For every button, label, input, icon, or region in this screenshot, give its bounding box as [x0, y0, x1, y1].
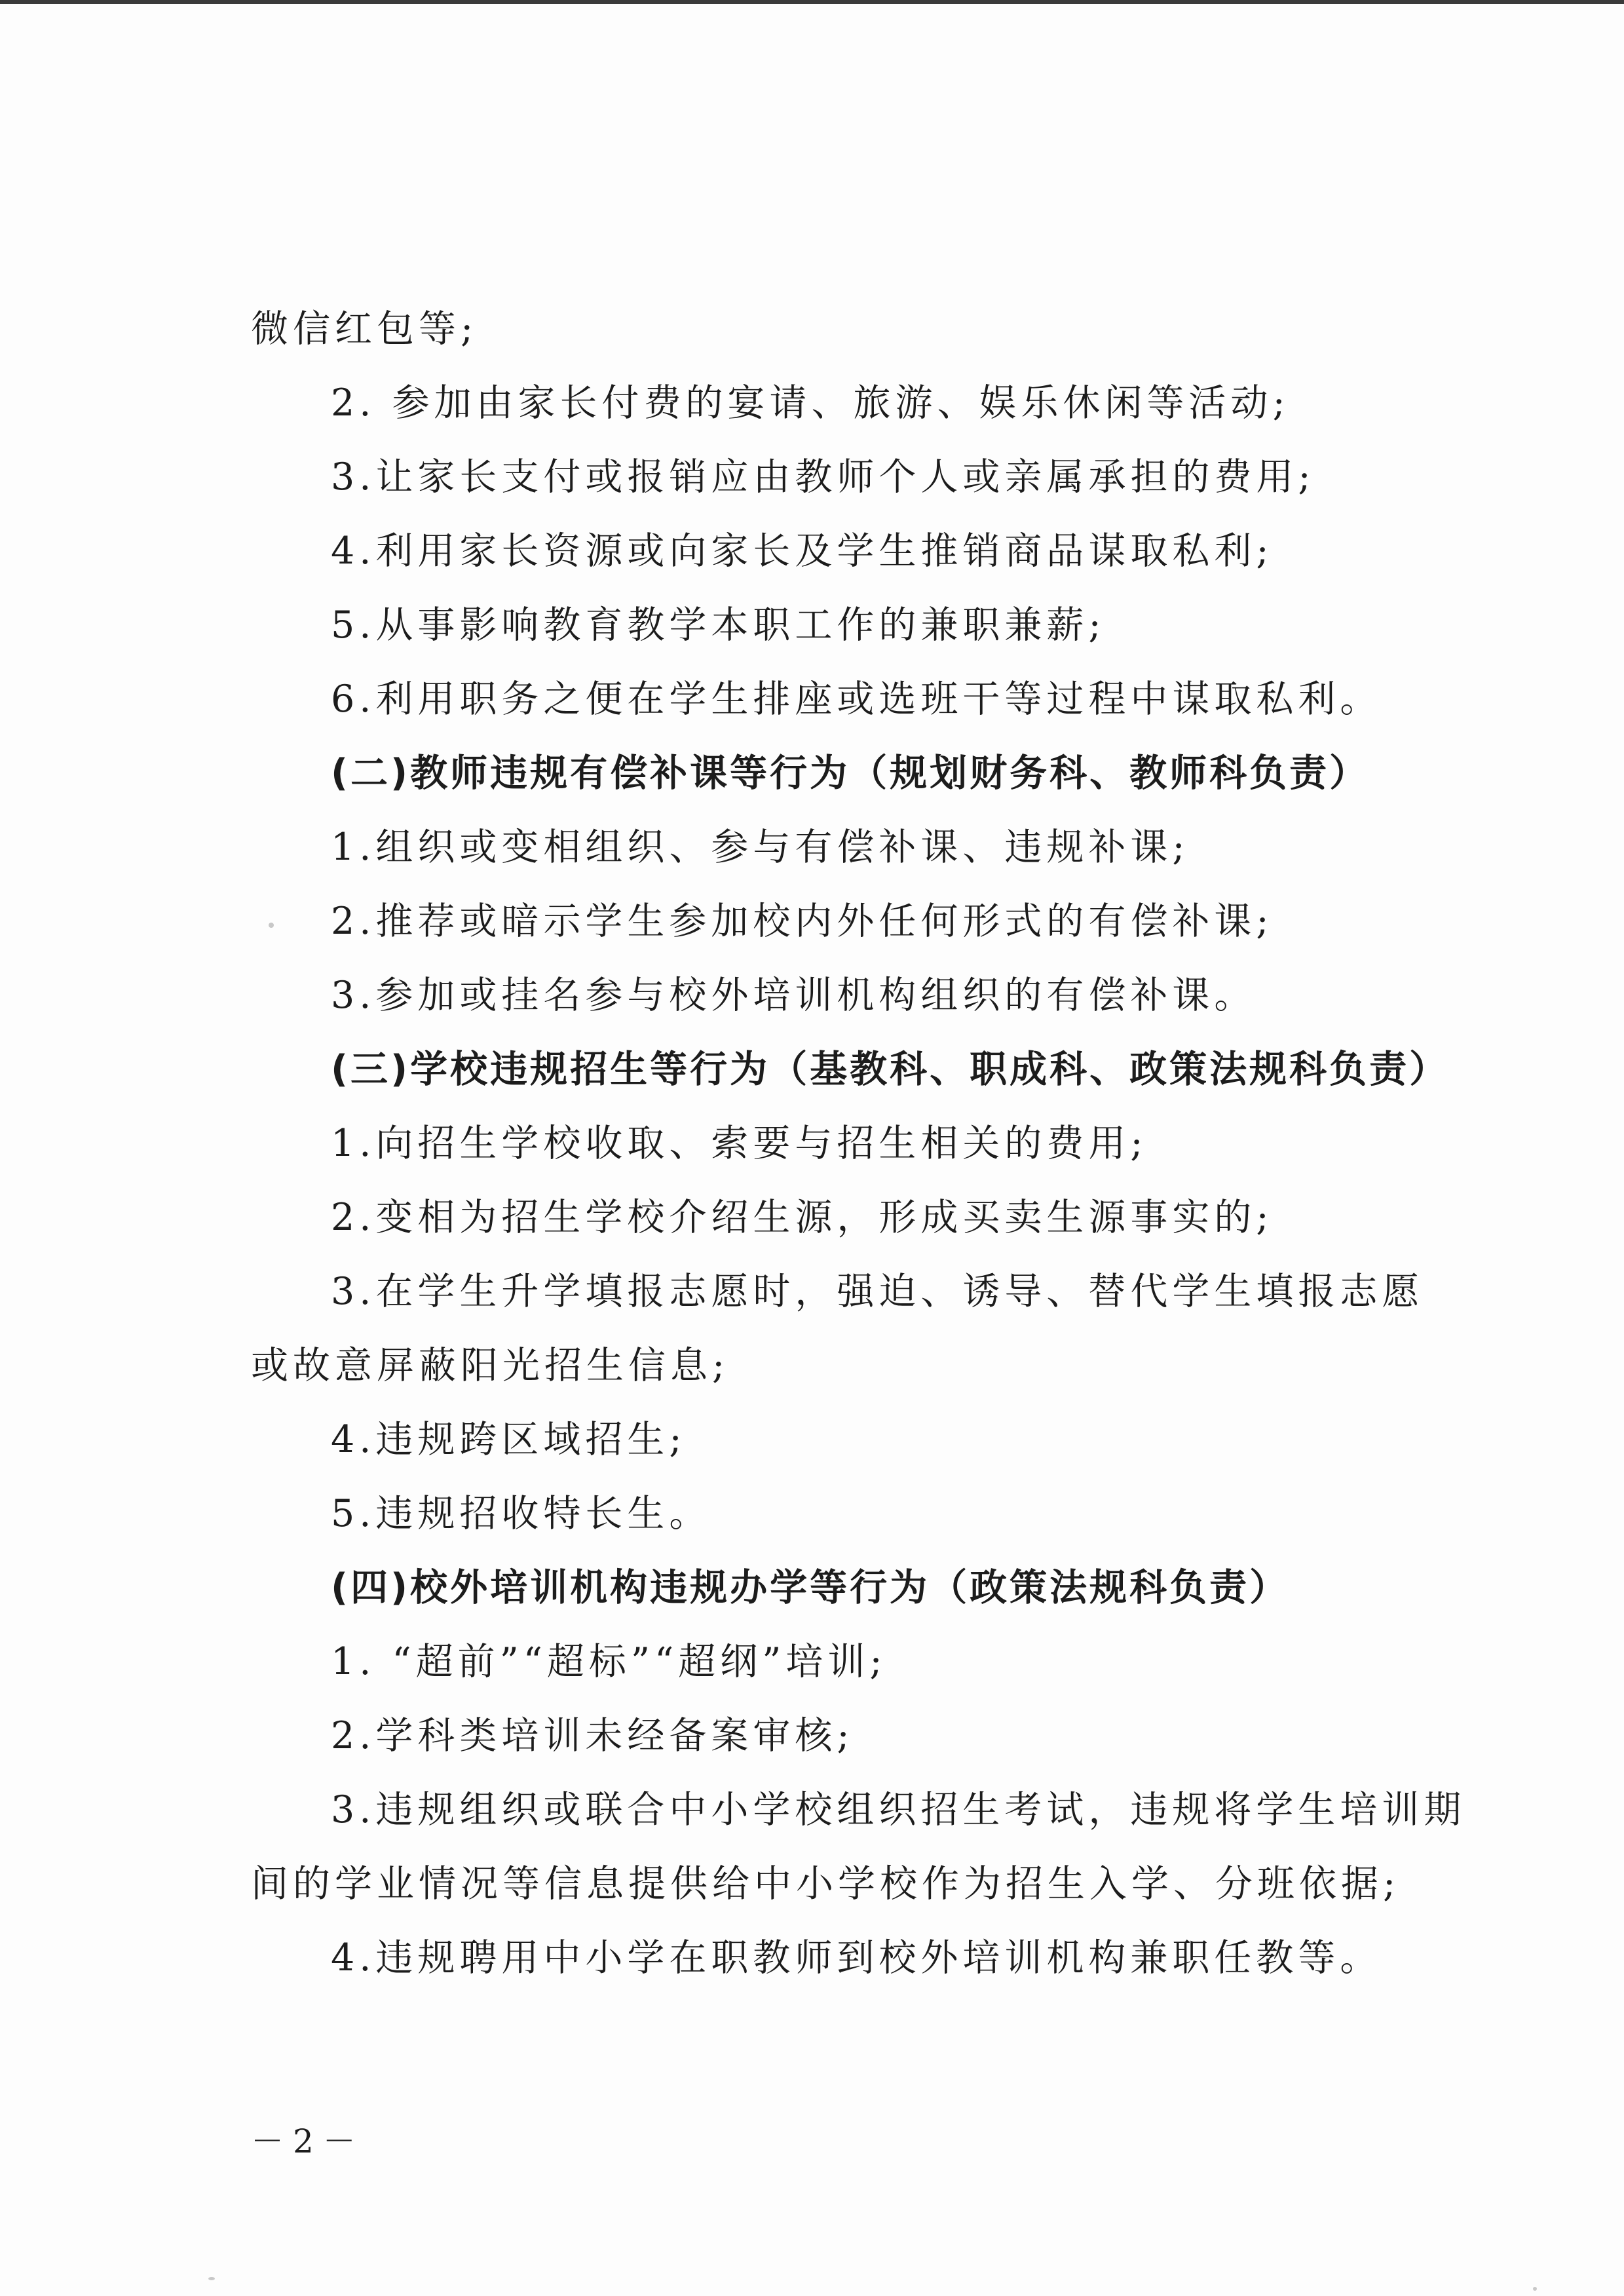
section3-item: 2.变相为招生学校介绍生源，形成买卖生源事实的;	[331, 1196, 1274, 1239]
section3-item: 4.违规跨区域招生;	[331, 1418, 687, 1461]
section3-item: 1.向招生学校收取、索要与招生相关的费用;	[331, 1122, 1148, 1165]
section2-item: 3.参加或挂名参与校外培训机构组织的有偿补课。	[331, 974, 1256, 1017]
scan-speck	[208, 2277, 215, 2280]
section3-heading: (三)学校违规招生等行为（基教科、职成科、政策法规科负责）	[331, 1048, 1450, 1091]
section4-heading: (四)校外培训机构违规办学等行为（政策法规科负责）	[331, 1566, 1290, 1609]
section3-item: 5.违规招收特长生。	[331, 1492, 711, 1535]
section4-item: 3.违规组织或联合中小学校组织招生考试，违规将学生培训期	[331, 1788, 1466, 1831]
section4-item-continuation: 间的学业情况等信息提供给中小学校作为招生入学、分班依据;	[251, 1862, 1401, 1905]
section1-item: 4.利用家长资源或向家长及学生推销商品谋取私利;	[331, 529, 1274, 573]
page-number: －2－	[251, 2122, 365, 2160]
section4-item: 1. “超前”“超标”“超纲”培训;	[331, 1640, 887, 1683]
section3-item: 3.在学生升学填报志愿时，强迫、诱导、替代学生填报志愿	[331, 1270, 1424, 1313]
section4-item: 2.学科类培训未经备案审核;	[331, 1714, 854, 1757]
section1-item: 3.让家长支付或报销应由教师个人或亲属承担的费用;	[331, 455, 1315, 499]
section1-item: 6.利用职务之便在学生排座或选班干等过程中谋取私利。	[331, 678, 1382, 721]
scan-top-edge	[0, 0, 1624, 4]
section1-item: 5.从事影响教育教学本职工作的兼职兼薪;	[331, 603, 1106, 647]
section3-item-continuation: 或故意屏蔽阳光招生信息;	[251, 1344, 730, 1387]
section2-heading: (二)教师违规有偿补课等行为（规划财务科、教师科负责）	[331, 752, 1370, 795]
continuation-line: 微信红包等;	[251, 307, 478, 351]
section2-item: 1.组织或变相组织、参与有偿补课、违规补课;	[331, 826, 1190, 869]
scan-speck	[269, 923, 274, 928]
section4-item: 4.违规聘用中小学在职教师到校外培训机构兼职任教等。	[331, 1936, 1382, 1980]
scan-speck	[1533, 2287, 1537, 2291]
section1-item: 2. 参加由家长付费的宴请、旅游、娱乐休闲等活动;	[331, 381, 1290, 425]
section2-item: 2.推荐或暗示学生参加校内外任何形式的有偿补课;	[331, 900, 1274, 943]
